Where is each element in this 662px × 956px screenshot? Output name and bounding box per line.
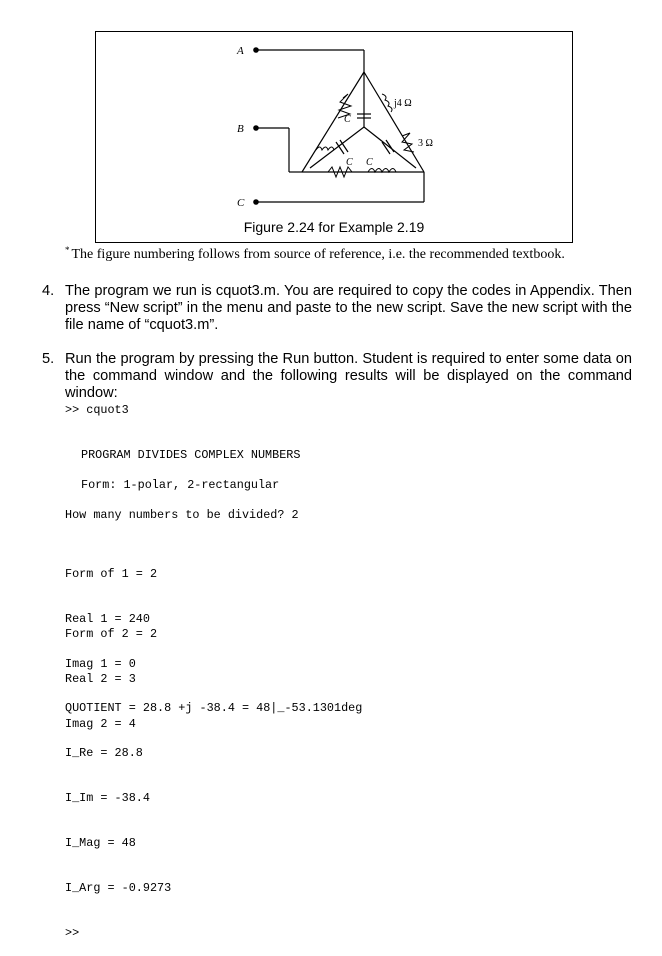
step-number: 5. [42, 351, 55, 367]
footnote-text: The figure numbering follows from source of reference, i.e. the recommended textbook. [71, 247, 565, 262]
terminal-c-dot [253, 199, 259, 205]
label-c: C [237, 197, 245, 209]
step-text: Run the program by pressing the Run button. Student is required to enter some data on the command window and the following results will be displayed on the command window: [65, 351, 632, 401]
label-j4: j4 Ω [394, 98, 412, 109]
footnote-marker: * [65, 245, 70, 255]
console-line: I_Arg = -0.9273 [65, 881, 172, 895]
label-3ohm: 3 Ω [418, 138, 433, 149]
console-prompt: >> cquot3 [65, 403, 129, 417]
console-form: Form: 1-polar, 2-rectangular [81, 478, 280, 492]
console-line: Real 1 = 240 [65, 612, 150, 626]
step-text: The program we run is cquot3.m. You are required to copy the codes in Appendix. Then press “New script” in the menu and paste to the new script. Save the new script with the file name of “cquot3.m”. [65, 283, 632, 333]
console-line: Real 2 = 3 [65, 672, 136, 686]
console-line: Imag 2 = 4 [65, 717, 136, 731]
label-b: B [237, 123, 244, 135]
label-cap-top: C [344, 114, 351, 125]
console-block-3 [65, 671, 362, 956]
console-line: Form of 2 = 2 [65, 627, 158, 641]
step-number: 4. [42, 283, 55, 299]
console-line: I_Im = -38.4 [65, 791, 150, 805]
terminal-a-dot [253, 47, 259, 53]
console-howmany: How many numbers to be divided? 2 [65, 508, 299, 522]
delta-right-side [364, 72, 424, 172]
footnote [65, 247, 565, 263]
console-line: I_Re = 28.8 [65, 746, 143, 760]
console-line: >> [65, 926, 80, 940]
delta-circuit-diagram [96, 32, 574, 244]
console-line: Imag 1 = 0 [65, 657, 136, 671]
console-line: Form of 1 = 2 [65, 567, 158, 581]
figure-box [95, 31, 573, 243]
figure-caption: Figure 2.24 for Example 2.19 [243, 219, 425, 235]
terminal-b-dot [253, 125, 259, 131]
label-cap-right: C [366, 157, 373, 168]
label-cap-left: C [346, 157, 353, 168]
delta-left-side [302, 72, 364, 172]
label-a: A [237, 45, 244, 57]
console-header: PROGRAM DIVIDES COMPLEX NUMBERS [81, 448, 301, 462]
console-line: I_Mag = 48 [65, 836, 136, 850]
console-line: QUOTIENT = 28.8 +j -38.4 = 48|_-53.1301deg [65, 701, 363, 715]
